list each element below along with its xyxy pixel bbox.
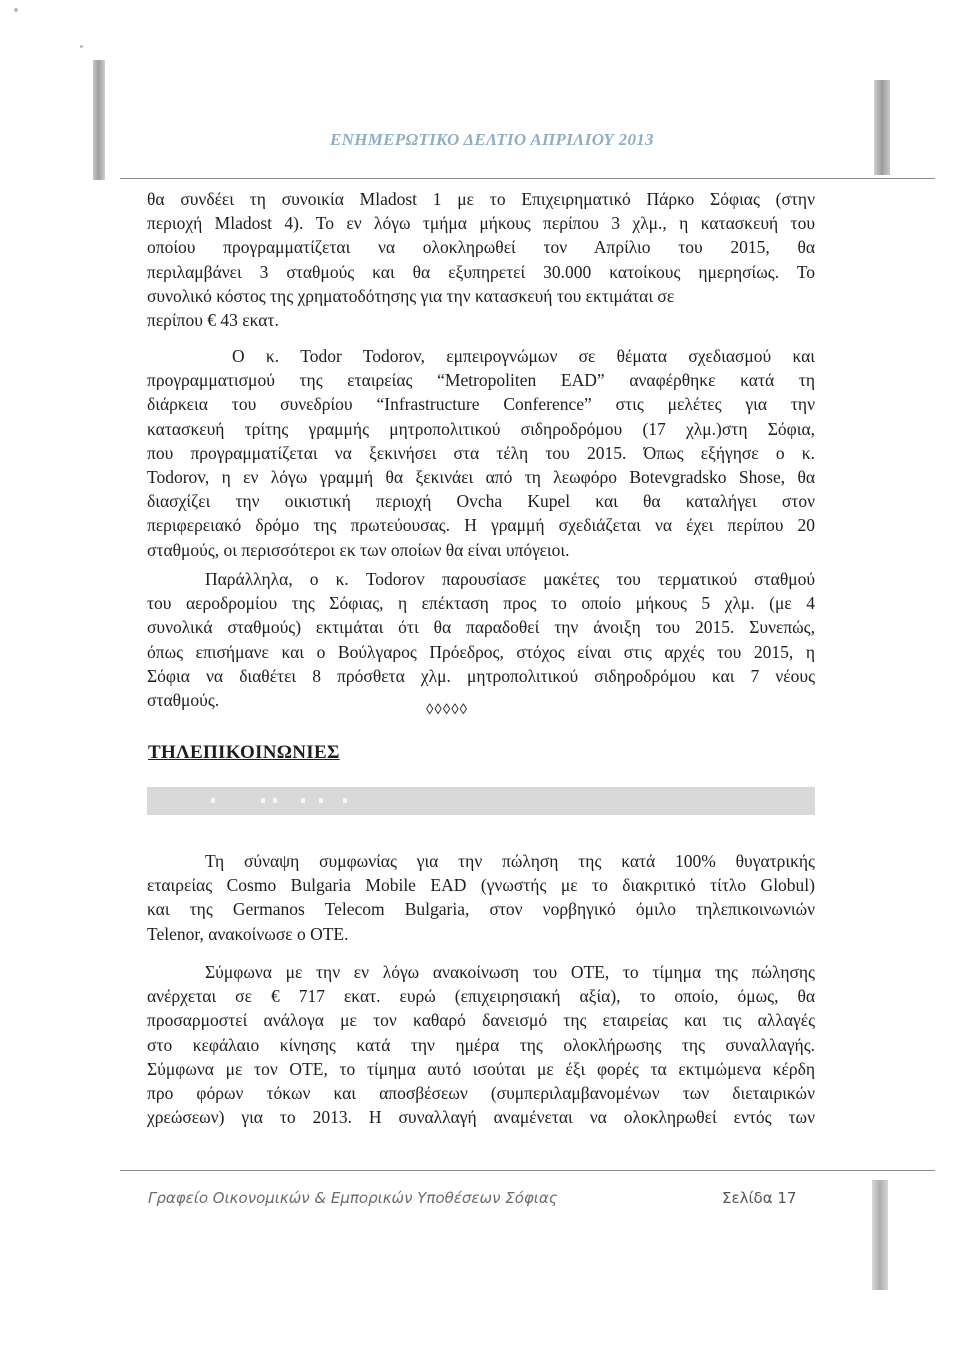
paragraph-third-metro-line xyxy=(147,344,815,562)
text-line: διασχίζει την οικιστική περιοχή Ovcha Kupel και θα καταλήγει στον xyxy=(147,491,815,512)
text-line: του αεροδρομίου της Σόφιας, η επέκταση προς το οποίο μήκους 5 χλμ. (με 4 xyxy=(147,593,815,614)
text-line: θα συνδέει τη συνοικία Mladost 1 με το Επιχειρηματικό Πάρκο Σόφιας (στην xyxy=(147,189,815,209)
text-line: Todorov, η εν λόγω γραμμή θα ξεκινάει από τη λεωφόρο Botevgradsko Shose, θα xyxy=(147,467,815,488)
text-line: συνολικά σταθμούς) εκτιμάται ότι θα παραδοθεί την άνοιξη του 2015. Συνεπώς, xyxy=(147,617,815,638)
text-line: Σόφια να διαθέτει 8 πρόσθετα χλμ. μητροπολιτικού σιδηροδρόμου και 7 νέους xyxy=(147,665,815,686)
scan-artifact-left xyxy=(93,60,105,180)
scan-artifact-right xyxy=(874,80,890,175)
text-line: προγραμματισμού της εταιρείας “Metropoliten EAD” αναφέρθηκε κατά τη xyxy=(147,370,815,391)
text-line: Παράλληλα, ο κ. Todorov παρουσίασε μακέτες του τερματικού σταθμού xyxy=(205,569,815,589)
text-line: οποίου προγραμματίζεται να ολοκληρωθεί τον Απρίλιο του 2015, θα xyxy=(147,237,815,258)
paragraph-airport-extension xyxy=(147,567,815,712)
text-line: συνολικό κόστος της χρηματοδότησης για την κατασκευή του εκτιμάται σε xyxy=(147,285,675,306)
text-line: Σύμφωνα με την εν λόγω ανακοίνωση του ΟΤΕ, το τίμημα της πώλησης xyxy=(205,962,815,982)
text-line: Σύμφωνα με τον ΟΤΕ, το τίμημα αυτό ισούται με έξι φορές τα εκτιμώμενα κέρδη xyxy=(147,1058,815,1079)
text-line: περιλαμβάνει 3 σταθμούς και θα εξυπηρετεί 30.000 κατοίκους ημερησίως. Το xyxy=(147,261,815,282)
text-line: περίπου € 43 εκατ. xyxy=(147,310,279,331)
section-divider-diamonds: ◊◊◊◊◊ xyxy=(426,702,469,718)
text-line: προσαρμοστεί ανάλογα με τον καθαρό δανεισμό της εταιρείας και τις αλλαγές xyxy=(147,1010,815,1031)
scan-dust xyxy=(80,45,83,48)
text-line: που προγραμματίζεται να ξεκινήσει στα τέλη του 2015. Όπως εξήγησε ο κ. xyxy=(147,442,815,463)
paragraph-ote-sale xyxy=(147,849,815,946)
scan-gray-band xyxy=(147,787,815,815)
scan-dust xyxy=(14,8,18,12)
text-line: σταθμούς, οι περισσότεροι εκ των οποίων θα είναι υπόγειοι. xyxy=(147,539,570,560)
text-line: διάρκεια του συνεδρίου “Infrastructure Conference” στις μελέτες για την xyxy=(147,394,815,415)
text-line: κατασκευή τρίτης γραμμής μητροπολιτικού σιδηροδρόμου (17 χλμ.)στη Σόφια, xyxy=(147,418,815,439)
text-line: περιφερειακό δρόμο της πρωτεύουσας. Η γραμμή σχεδιάζεται να έχει περίπου 20 xyxy=(147,515,815,536)
footer-divider xyxy=(120,1170,935,1171)
paragraph-metro-line-cost xyxy=(147,187,815,332)
text-line: στο κεφάλαιο κίνησης κατά την ημέρα της ολοκλήρωσης της συναλλαγής. xyxy=(147,1034,815,1055)
section-heading-telecom: ΤΗΛΕΠΙΚΟΙΝΩΝΙΕΣ xyxy=(148,742,340,763)
text-line: Τη σύναψη συμφωνίας για την πώληση της κατά 100% θυγατρικής xyxy=(205,851,815,871)
scan-artifact-footer-right xyxy=(872,1180,888,1290)
text-line: Telenor, ανακοίνωσε ο ΟΤΕ. xyxy=(147,923,349,944)
text-line: προ φόρων τόκων και αποσβέσεων (συμπεριλαμβανομένων των διεταιρικών xyxy=(147,1083,815,1104)
text-line: χρεώσεων) για το 2013. Η συναλλαγή αναμένεται να ολοκληρωθεί εντός των xyxy=(147,1107,815,1128)
header-divider xyxy=(120,178,935,179)
header-title: ΕΝΗΜΕΡΩΤΙΚΟ ΔΕΛΤΙΟ ΑΠΡΙΛΙΟΥ 2013 xyxy=(330,130,654,149)
text-line: όπως επισήμανε και ο Βούλγαρος Πρόεδρος, στόχος είναι στις αρχές του 2015, η xyxy=(147,641,815,662)
text-line: Ο κ. Todor Todorov, εμπειρογνώμων σε θέματα σχεδιασμού και xyxy=(232,346,815,366)
text-line: ανέρχεται σε € 717 εκατ. ευρώ (επιχειρησιακή αξία), το οποίο, όμως, θα xyxy=(147,986,815,1007)
footer-office-name: Γραφείο Οικονομικών & Εμπορικών Υποθέσεων Σόφιας xyxy=(148,1189,558,1207)
footer-page-number: Σελίδα 17 xyxy=(722,1189,797,1207)
text-line: εταιρείας Cosmo Bulgaria Mobile EAD (γνωστής με το διακριτικό τίτλο Globul) xyxy=(147,875,815,896)
paragraph-ote-price xyxy=(147,960,815,1129)
text-line: περιοχή Mladost 4). Το εν λόγω τμήμα μήκους περίπου 3 χλμ., η κατασκευή του xyxy=(147,213,815,234)
text-line: σταθμούς. xyxy=(147,690,220,711)
text-line: και της Germanos Telecom Bulgaria, στον νορβηγικό όμιλο τηλεπικοινωνιών xyxy=(147,899,815,920)
